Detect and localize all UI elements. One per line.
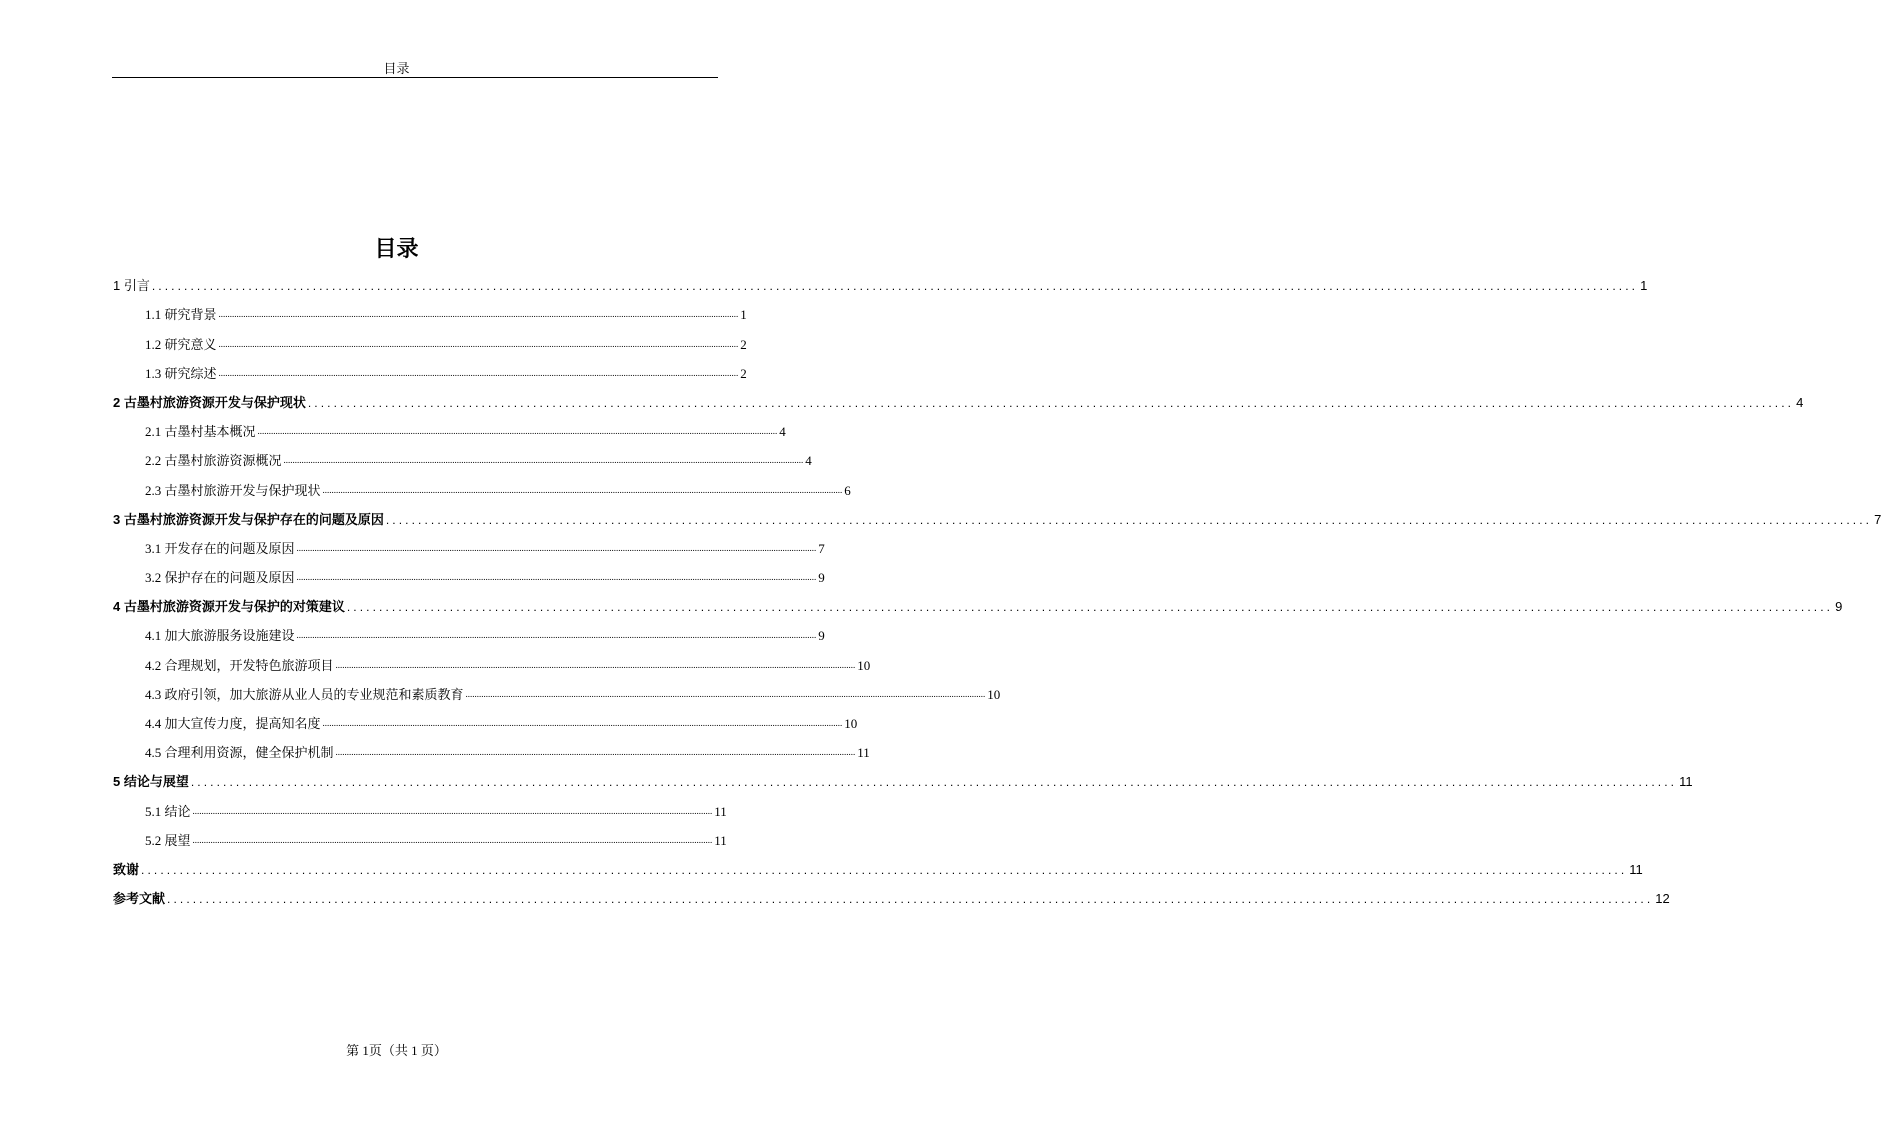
dot-leader: ....................................................................................................................................................................................................................................... [218, 367, 739, 378]
toc-entry-page: 11 [714, 832, 727, 848]
toc-entry-1-3[interactable] [113, 357, 747, 386]
toc-entry-page: 12 [1655, 891, 1670, 907]
toc-entry-title: 4.1 加大旅游服务设施建设 [145, 628, 295, 644]
toc-entry-4-3[interactable] [113, 678, 1001, 707]
toc-entry-page: 1 [1640, 278, 1648, 294]
toc-entry-page: 4 [805, 453, 812, 469]
toc-entry-page: 11 [714, 803, 727, 819]
toc-entry-title: 4.3 政府引领，加大旅游从业人员的专业规范和素质教育 [145, 686, 464, 702]
dot-leader: ....................................................................................................................................................................................................................................... [218, 309, 739, 320]
toc-entry-page: 7 [1874, 511, 1881, 527]
dot-leader: ....................................................................................................................................................................................................................................... [465, 688, 986, 699]
toc-entry-ch4[interactable] [113, 590, 1843, 619]
toc-entry-page: 1 [740, 307, 747, 323]
running-header: 目录 [383, 61, 410, 76]
toc-entry-page: 2 [740, 365, 747, 381]
toc-entry-2-3[interactable] [113, 473, 851, 502]
toc-entry-title: 3.1 开发存在的问题及原因 [145, 540, 295, 556]
dot-leader: ....................................................................................................................................................................................................................................... [296, 630, 817, 641]
toc-entry-title: 4.5 合理利用资源，健全保护机制 [145, 745, 334, 761]
dot-leader: ....................................................................................................................................................................................................................................... [346, 600, 1834, 615]
toc-entry-ch2[interactable] [113, 386, 1804, 415]
toc-entry-page: 7 [818, 540, 825, 556]
toc-entry-1-1[interactable] [113, 298, 747, 327]
toc-entry-5-1[interactable] [113, 794, 727, 823]
toc-entry-acknowledgements[interactable] [113, 853, 1643, 882]
table-of-contents [113, 269, 1881, 911]
toc-entry-title: 4 古墨村旅游资源开发与保护的对策建议 [113, 599, 345, 615]
toc-entry-title: 2 古墨村旅游资源开发与保护现状 [113, 394, 306, 410]
dot-leader: ....................................................................................................................................................................................................................................... [192, 834, 713, 845]
dot-leader: ....................................................................................................................................................................................................................................... [167, 892, 1654, 907]
toc-entry-3-2[interactable] [113, 561, 825, 590]
toc-entry-page: 11 [857, 745, 870, 761]
toc-entry-title: 5.2 展望 [145, 832, 191, 848]
toc-entry-title: 3 古墨村旅游资源开发与保护存在的问题及原因 [113, 511, 384, 527]
toc-entry-ch1[interactable] [113, 269, 1648, 298]
dot-leader: ....................................................................................................................................................................................................................................... [141, 862, 1628, 877]
toc-entry-references[interactable] [113, 882, 1670, 911]
toc-entry-1-2[interactable] [113, 327, 747, 356]
toc-entry-title: 2.1 古墨村基本概况 [145, 424, 256, 440]
toc-entry-ch5[interactable] [113, 765, 1693, 794]
toc-entry-page: 6 [844, 482, 851, 498]
toc-entry-title: 致谢 [113, 861, 140, 877]
dot-leader: ....................................................................................................................................................................................................................................... [192, 805, 713, 816]
dot-leader: ....................................................................................................................................................................................................................................... [322, 718, 843, 728]
toc-entry-5-2[interactable] [113, 824, 727, 853]
toc-entry-title: 4.2 合理规划，开发特色旅游项目 [145, 657, 334, 673]
toc-entry-4-2[interactable] [113, 648, 871, 677]
toc-entry-2-2[interactable] [113, 444, 812, 473]
toc-entry-title: 1.1 研究背景 [145, 307, 217, 323]
toc-entry-page: 10 [987, 686, 1001, 702]
toc-entry-page: 4 [779, 424, 786, 440]
toc-entry-page: 4 [1796, 394, 1804, 410]
page-footer: 第 1页（共 1 页） [346, 1043, 447, 1058]
dot-leader: ....................................................................................................................................................................................................................................... [296, 542, 817, 553]
toc-entry-title: 2.2 古墨村旅游资源概况 [145, 453, 282, 469]
toc-entry-title: 5 结论与展望 [113, 774, 189, 790]
dot-leader: ....................................................................................................................................................................................................................................... [335, 659, 856, 670]
toc-entry-title: 1.2 研究意义 [145, 336, 217, 352]
toc-entry-title: 1.3 研究综述 [145, 365, 217, 381]
dot-leader: ....................................................................................................................................................................................................................................... [218, 338, 739, 349]
toc-entry-4-1[interactable] [113, 619, 825, 648]
toc-entry-page: 10 [857, 657, 871, 673]
dot-leader: ....................................................................................................................................................................................................................................... [151, 279, 1639, 294]
dot-leader: ....................................................................................................................................................................................................................................... [307, 395, 1795, 410]
dot-leader: ....................................................................................................................................................................................................................................... [335, 747, 856, 758]
toc-entry-page: 9 [1835, 599, 1843, 615]
toc-entry-page: 11 [1679, 774, 1693, 790]
dot-leader: ....................................................................................................................................................................................................................................... [296, 572, 817, 583]
dot-leader: ....................................................................................................................................................................................................................................... [190, 775, 1678, 790]
toc-entry-4-4[interactable] [113, 707, 858, 736]
toc-entry-page: 11 [1629, 861, 1643, 877]
toc-entry-page: 9 [818, 570, 825, 586]
dot-leader: ....................................................................................................................................................................................................................................... [385, 512, 1873, 527]
toc-entry-page: 9 [818, 628, 825, 644]
toc-entry-ch3[interactable] [113, 503, 1881, 532]
toc-entry-title: 4.4 加大宣传力度，提高知名度 [145, 716, 321, 731]
toc-entry-title: 2.3 古墨村旅游开发与保护现状 [145, 482, 321, 498]
toc-entry-page: 2 [740, 336, 747, 352]
dot-leader: ....................................................................................................................................................................................................................................... [283, 455, 804, 466]
toc-entry-title: 参考文献 [113, 891, 166, 907]
header-rule [112, 77, 718, 78]
toc-entry-page: 10 [844, 716, 858, 731]
toc-entry-title: 1 引言 [113, 278, 150, 294]
toc-entry-4-5[interactable] [113, 736, 870, 765]
toc-entry-3-1[interactable] [113, 532, 825, 561]
toc-entry-2-1[interactable] [113, 415, 786, 444]
toc-entry-title: 5.1 结论 [145, 803, 191, 819]
toc-entry-title: 3.2 保护存在的问题及原因 [145, 570, 295, 586]
dot-leader: ....................................................................................................................................................................................................................................... [322, 484, 843, 495]
dot-leader: ....................................................................................................................................................................................................................................... [257, 426, 778, 437]
toc-title: 目录 [374, 236, 419, 261]
